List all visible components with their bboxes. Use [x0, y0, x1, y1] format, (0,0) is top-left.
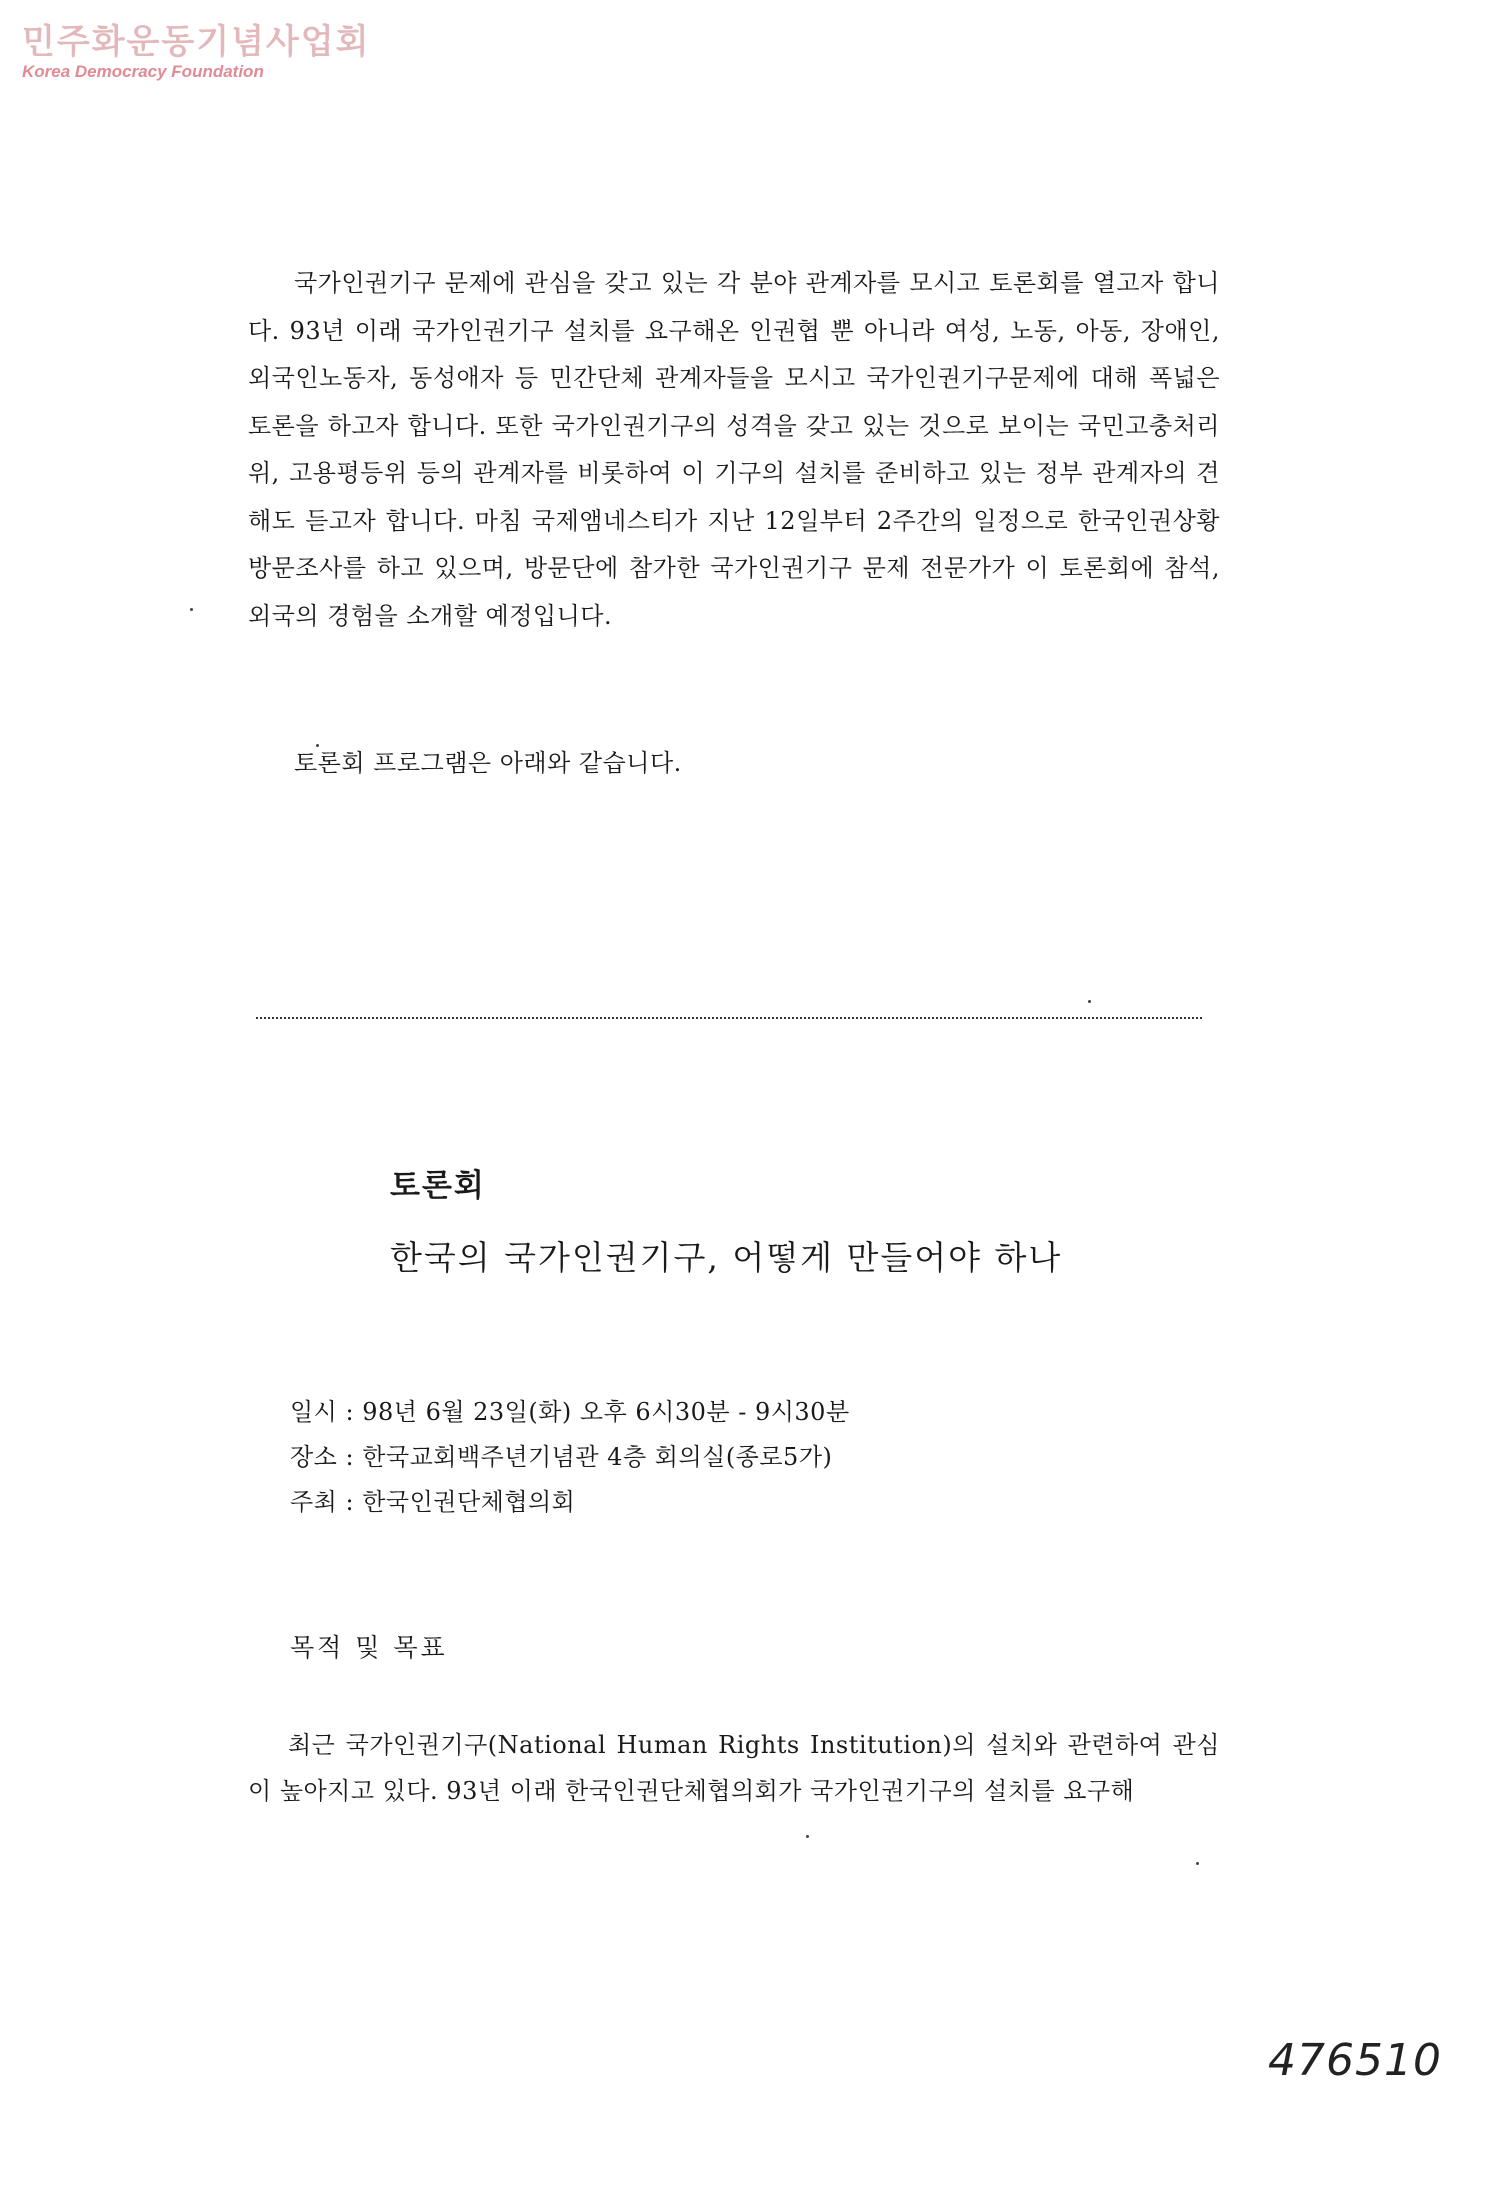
scan-speck	[190, 608, 193, 611]
watermark-english: Korea Democracy Foundation	[22, 62, 264, 81]
event-heading: 토론회	[390, 1168, 486, 1204]
event-info	[290, 1390, 850, 1525]
foundation-watermark	[22, 22, 371, 82]
scan-speck	[806, 1835, 809, 1838]
event-date: 일시 : 98년 6월 23일(화) 오후 6시30분 - 9시30분	[290, 1398, 850, 1426]
intro-paragraph: 국가인권기구 문제에 관심을 갖고 있는 각 분야 관계자를 모시고 토론회를 열고자 합니다. 93년 이래 국가인권기구 설치를 요구해온 인권협 뿐 아니라 여성, 노동, 아동, 장애인, 외국인노동자, 동성애자 등 민간단체 관계자들을 모시고 국가인권기구문제에 대해 폭넓은 토론을 하고자 합니다. 또한 국가인권기구의 성격을 갖고 있는 것으로 보이는 국민고충처리위, 고용평등위 등의 관계자를 비롯하여 이 기구의 설치를 준비하고 있는 정부 관계자의 견해도 듣고자 합니다. 마침 국제앰네스티가 지난 12일부터 2주간의 일정으로 한국인권상황 방문조사를 하고 있으며, 방문단에 참가한 국가인권기구 문제 전문가가 이 토론회에 참석, 외국의 경험을 소개할 예정입니다.	[248, 269, 1220, 630]
program-intro-paragraph: 토론회 프로그램은 아래와 같습니다.	[294, 749, 682, 777]
event-place: 장소 : 한국교회백주년기념관 4층 회의실(종로5가)	[290, 1443, 833, 1471]
page-number: 476510	[1268, 2035, 1442, 2086]
purpose-paragraph: 최근 국가인권기구(National Human Rights Institution)의 설치와 관련하여 관심이 높아지고 있다. 93년 이래 한국인권단체협의회가 국가인권기구의 설치를 요구해	[248, 1731, 1220, 1805]
watermark-korean: 민주화운동기념사업회	[22, 22, 371, 62]
scan-speck	[1088, 1000, 1091, 1003]
purpose-heading: 목적 및 목표	[290, 1633, 448, 1662]
event-title: 한국의 국가인권기구, 어떻게 만들어야 하나	[390, 1238, 1063, 1277]
scan-speck	[316, 744, 319, 747]
dotted-divider	[256, 1017, 1202, 1019]
event-host: 주최 : 한국인권단체협의회	[290, 1488, 576, 1516]
scan-speck	[1196, 1862, 1199, 1865]
